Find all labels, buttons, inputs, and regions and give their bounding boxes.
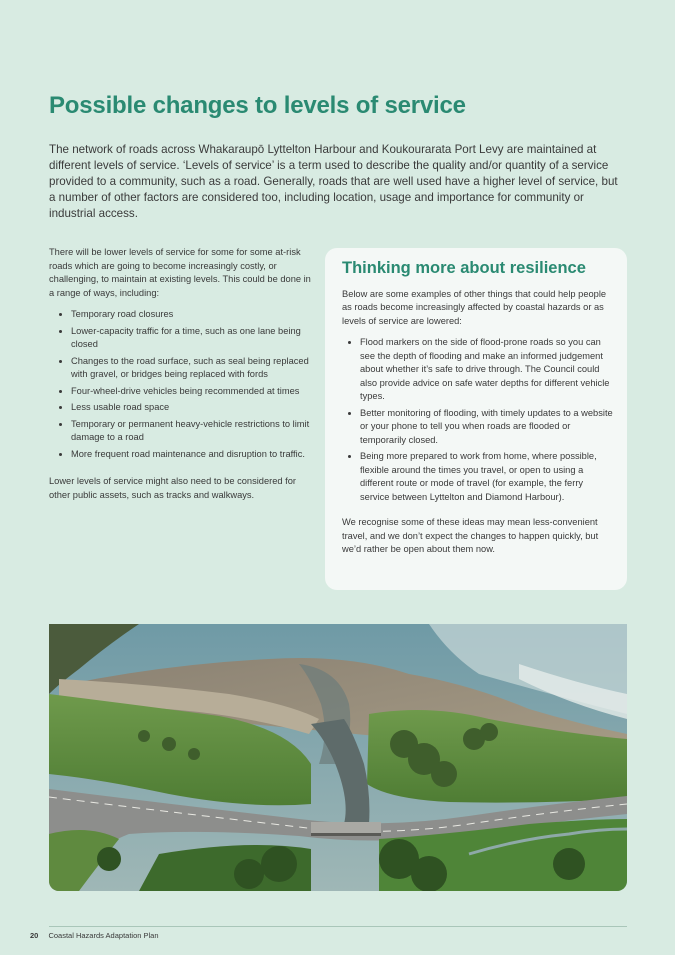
document-title: Coastal Hazards Adaptation Plan: [48, 931, 159, 940]
list-item: • More frequent road maintenance and disruption to traffic.: [71, 448, 311, 462]
aerial-photo-road-bridge-estuary: [49, 624, 627, 891]
left-column: [49, 246, 311, 502]
callout-lead-paragraph: Below are some examples of other things that could help people as roads become increasingly affected by coastal hazards or as levels of service are lowered:: [342, 288, 607, 326]
footer-divider: [49, 926, 627, 927]
list-item: • Better monitoring of flooding, with timely updates to a website or your phone to tell you when roads are flooded or temporarily closed.: [360, 407, 613, 448]
list-item: • Less usable road space: [71, 401, 311, 415]
list-item: • Four-wheel-drive vehicles being recommended at times: [71, 385, 311, 399]
page-title: Possible changes to levels of service: [49, 92, 466, 119]
list-item: • Lower-capacity traffic for a time, such as one lane being closed: [71, 325, 311, 352]
list-item: • Being more prepared to work from home, where possible, flexible around the times you travel, or open to using a different route or mode of travel (for example, the ferry service between Lyttelton and Diamond Harbour).: [360, 450, 613, 504]
left-closing-paragraph: Lower levels of service might also need to be considered for other public assets, such as tracks and walkways.: [49, 476, 297, 500]
callout-heading: Thinking more about resilience: [342, 259, 586, 277]
resilience-callout-box: [325, 248, 627, 590]
service-changes-list: [49, 308, 311, 461]
resilience-ideas-list: [342, 336, 613, 504]
list-item: • Temporary road closures: [71, 308, 311, 322]
list-item: • Changes to the road surface, such as seal being replaced with gravel, or bridges being replaced with fords: [71, 355, 311, 382]
list-item: • Flood markers on the side of flood-prone roads so you can see the depth of flooding and make an informed judgement about whether it’s safe to drive through. The Council could also provide advice on safe water depths for different vehicle types.: [360, 336, 613, 404]
intro-paragraph: The network of roads across Whakaraupō Lyttelton Harbour and Koukourarata Port Levy are maintained at different levels of service. ‘Levels of service’ is a term used to describe the quality and/or quantity of a service provided to a community, such as a road. Generally, roads that are well used have a higher level of service, but a number of other factors are considered too, including location, usage and importance for community or industrial access.: [49, 143, 618, 220]
page-footer: [30, 931, 159, 940]
list-item: • Temporary or permanent heavy-vehicle restrictions to limit damage to a road: [71, 418, 311, 445]
page-number: 20: [30, 931, 39, 940]
callout-closing-paragraph: We recognise some of these ideas may mean less-convenient travel, and we don’t expect the changes to happen quickly, but we’d rather be open about them now.: [342, 517, 599, 554]
left-lead-paragraph: There will be lower levels of service for some for some at-risk roads which are going to become increasingly costly, or challenging, to maintain at existing levels. This could be done in a range of ways, including:: [49, 247, 311, 298]
